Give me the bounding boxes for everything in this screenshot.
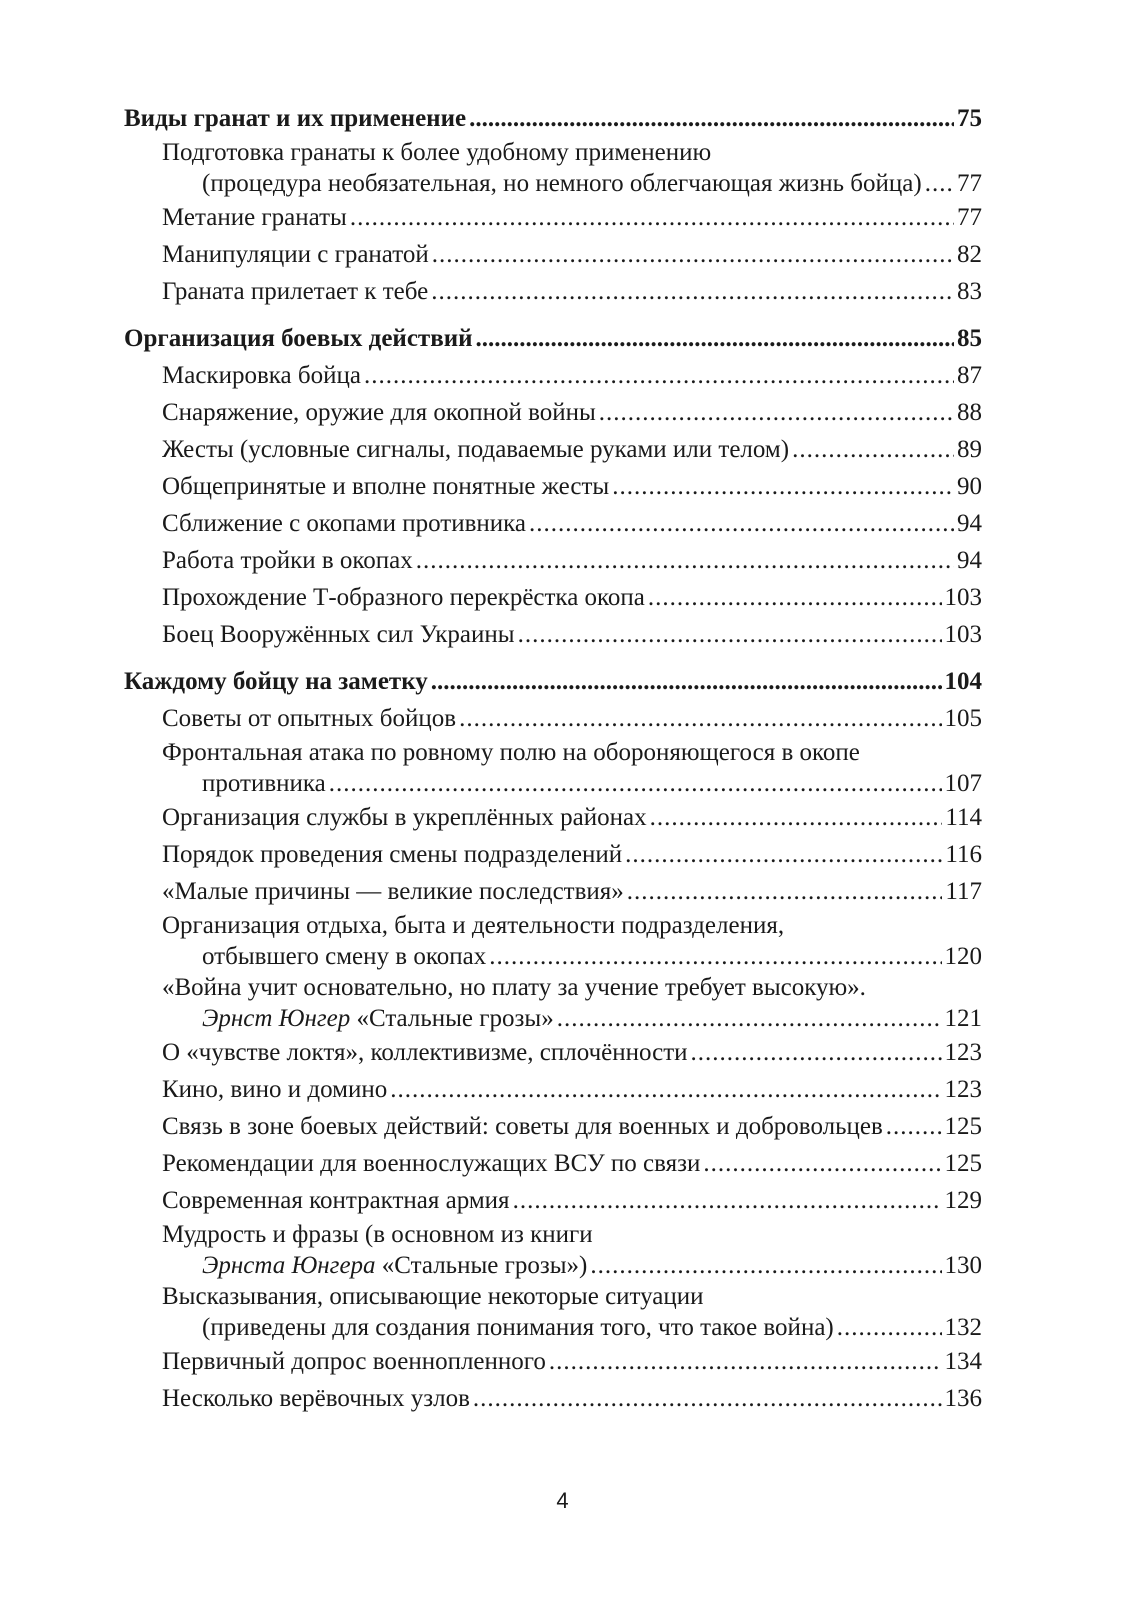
page-number: 129 — [944, 1187, 982, 1214]
page-number: 105 — [944, 705, 982, 732]
leader-dots — [431, 663, 942, 700]
leader-dots — [364, 357, 954, 394]
page-number: 77 — [957, 204, 982, 231]
toc-entry — [124, 357, 982, 394]
entry-title-line: Организация отдыха, быта и деятельности подразделения, — [162, 912, 785, 939]
table-of-contents — [124, 100, 982, 1427]
entry-title: Работа тройки в окопах — [162, 547, 413, 574]
leader-dots — [792, 431, 954, 468]
page-number: 77 — [957, 170, 982, 197]
page-number: 130 — [944, 1252, 982, 1279]
entry-title: Рекомендации для военнослужащих ВСУ по связи — [162, 1150, 701, 1177]
leader-dots — [648, 579, 942, 616]
page-number: 121 — [944, 1005, 982, 1032]
entry-title-line: Высказывания, описывающие некоторые ситуации — [162, 1283, 704, 1310]
leader-dots — [627, 873, 943, 910]
book-title: «Стальные грозы» — [350, 1005, 554, 1032]
toc-entry — [124, 236, 982, 273]
page-number: 134 — [944, 1348, 982, 1375]
toc-entry — [124, 972, 982, 1034]
leader-dots — [476, 320, 954, 357]
toc-entry — [124, 1380, 982, 1417]
entry-title-continued: (процедура необязательная, но немного облегчающая жизнь бойца) — [202, 170, 922, 197]
section-title: Организация боевых действий — [124, 325, 473, 352]
toc-entry — [124, 1108, 982, 1145]
leader-dots — [650, 799, 943, 836]
page-number: 104 — [944, 668, 982, 695]
toc-entry — [124, 836, 982, 873]
toc-entry — [124, 1145, 982, 1182]
page-number: 120 — [944, 943, 982, 970]
leader-dots — [557, 1003, 942, 1034]
leader-dots — [416, 542, 954, 579]
entry-title: Метание гранаты — [162, 204, 347, 231]
toc-entry — [124, 431, 982, 468]
toc-section-heading — [124, 100, 982, 137]
leader-dots — [469, 100, 954, 137]
entry-title-line: Мудрость и фразы (в основном из книги — [162, 1221, 593, 1248]
toc-section — [124, 100, 982, 310]
leader-dots — [390, 1071, 941, 1108]
toc-entry — [124, 273, 982, 310]
page-number: 114 — [945, 804, 982, 831]
toc-entry — [124, 1182, 982, 1219]
page-number: 136 — [944, 1385, 982, 1412]
book-title: «Стальные грозы») — [375, 1252, 588, 1279]
page-number: 123 — [944, 1039, 982, 1066]
toc-entry — [124, 137, 982, 199]
entry-title: Общепринятые и вполне понятные жесты — [162, 473, 610, 500]
toc-entry — [124, 199, 982, 236]
entry-title: Боец Вооружённых сил Украины — [162, 621, 515, 648]
leader-dots — [432, 236, 954, 273]
page-number: 83 — [957, 278, 982, 305]
entry-title-continued: отбывшего смену в окопах — [202, 943, 487, 970]
section-title: Каждому бойцу на заметку — [124, 668, 428, 695]
entry-continuation — [124, 1250, 982, 1281]
toc-entry — [124, 1281, 982, 1343]
toc-entry — [124, 1034, 982, 1071]
toc-entry — [124, 1219, 982, 1281]
leader-dots — [518, 616, 942, 653]
toc-entry — [124, 1343, 982, 1380]
leader-dots — [837, 1312, 942, 1343]
toc-entry — [124, 1071, 982, 1108]
page-number: 125 — [944, 1150, 982, 1177]
leader-dots — [886, 1108, 942, 1145]
entry-title-line: Фронтальная атака по ровному полю на обороняющегося в окопе — [162, 739, 860, 766]
page-number: 107 — [944, 770, 982, 797]
page-number: 132 — [944, 1314, 982, 1341]
toc-entry — [124, 616, 982, 653]
leader-dots — [625, 836, 942, 873]
page-folio-number: 4 — [556, 1488, 569, 1513]
page-number: 85 — [957, 325, 982, 352]
section-title: Виды гранат и их применение — [124, 105, 467, 132]
page-number: 75 — [957, 105, 982, 132]
entry-title: Манипуляции с гранатой — [162, 241, 429, 268]
entry-title-continued: противника — [202, 770, 326, 797]
page-number: 123 — [944, 1076, 982, 1103]
page-number: 116 — [945, 841, 982, 868]
toc-entry — [124, 873, 982, 910]
page-number: 125 — [944, 1113, 982, 1140]
toc-entry — [124, 799, 982, 836]
leader-dots — [612, 468, 954, 505]
leader-dots — [549, 1343, 942, 1380]
leader-dots — [431, 273, 954, 310]
author-name: Эрнста Юнгера — [202, 1252, 376, 1279]
page-number: 90 — [957, 473, 982, 500]
entry-title: Снаряжение, оружие для окопной войны — [162, 399, 596, 426]
toc-entry — [124, 910, 982, 972]
entry-title: «Малые причины — великие последствия» — [162, 878, 624, 905]
toc-entry — [124, 394, 982, 431]
entry-title-line: «Война учит основательно, но плату за учение требует высокую». — [162, 974, 866, 1001]
entry-title-continued — [202, 1250, 587, 1281]
page-number: 103 — [944, 621, 982, 648]
toc-entry — [124, 505, 982, 542]
page-number: 94 — [957, 510, 982, 537]
toc-entry — [124, 542, 982, 579]
entry-title: Маскировка бойца — [162, 362, 361, 389]
leader-dots — [513, 1182, 942, 1219]
leader-dots — [329, 768, 942, 799]
entry-continuation — [124, 941, 982, 972]
entry-title: Кино, вино и домино — [162, 1076, 388, 1103]
toc-entry — [124, 700, 982, 737]
entry-title: Связь в зоне боевых действий: советы для военных и добровольцев — [162, 1113, 883, 1140]
entry-title-continued: (приведены для создания понимания того, что такое война) — [202, 1314, 834, 1341]
leader-dots — [489, 941, 941, 972]
toc-entry — [124, 579, 982, 616]
leader-dots — [590, 1250, 941, 1281]
entry-title: О «чувстве локтя», коллективизме, сплочённости — [162, 1039, 688, 1066]
page-number: 94 — [957, 547, 982, 574]
entry-title-line: Подготовка гранаты к более удобному применению — [162, 139, 712, 166]
leader-dots — [473, 1380, 942, 1417]
entry-title: Жесты (условные сигналы, подаваемые руками или телом) — [162, 436, 790, 463]
leader-dots — [350, 199, 954, 236]
entry-title: Граната прилетает к тебе — [162, 278, 429, 305]
entry-continuation — [124, 1003, 982, 1034]
page-number: 82 — [957, 241, 982, 268]
entry-title: Порядок проведения смены подразделений — [162, 841, 623, 868]
entry-title: Прохождение Т-образного перекрёстка окопа — [162, 584, 645, 611]
leader-dots — [925, 168, 954, 199]
entry-title: Первичный допрос военнопленного — [162, 1348, 546, 1375]
entry-title: Несколько верёвочных узлов — [162, 1385, 470, 1412]
leader-dots — [703, 1145, 941, 1182]
toc-entry — [124, 737, 982, 799]
entry-title: Организация службы в укреплённых районах — [162, 804, 647, 831]
author-name: Эрнст Юнгер — [202, 1005, 351, 1032]
entry-continuation — [124, 168, 982, 199]
page-number: 103 — [944, 584, 982, 611]
page-number: 88 — [957, 399, 982, 426]
toc-section — [124, 320, 982, 653]
toc-section-heading — [124, 663, 982, 700]
leader-dots — [459, 700, 941, 737]
entry-title: Современная контрактная армия — [162, 1187, 510, 1214]
toc-entry — [124, 468, 982, 505]
page-number: 87 — [957, 362, 982, 389]
toc-section — [124, 663, 982, 1417]
leader-dots — [529, 505, 954, 542]
entry-title-continued — [202, 1003, 554, 1034]
toc-section-heading — [124, 320, 982, 357]
entry-continuation — [124, 1312, 982, 1343]
entry-title: Сближение с окопами противника — [162, 510, 527, 537]
page-number: 89 — [957, 436, 982, 463]
entry-title: Советы от опытных бойцов — [162, 705, 457, 732]
leader-dots — [599, 394, 954, 431]
leader-dots — [691, 1034, 942, 1071]
page-number: 117 — [945, 878, 982, 905]
entry-continuation — [124, 768, 982, 799]
